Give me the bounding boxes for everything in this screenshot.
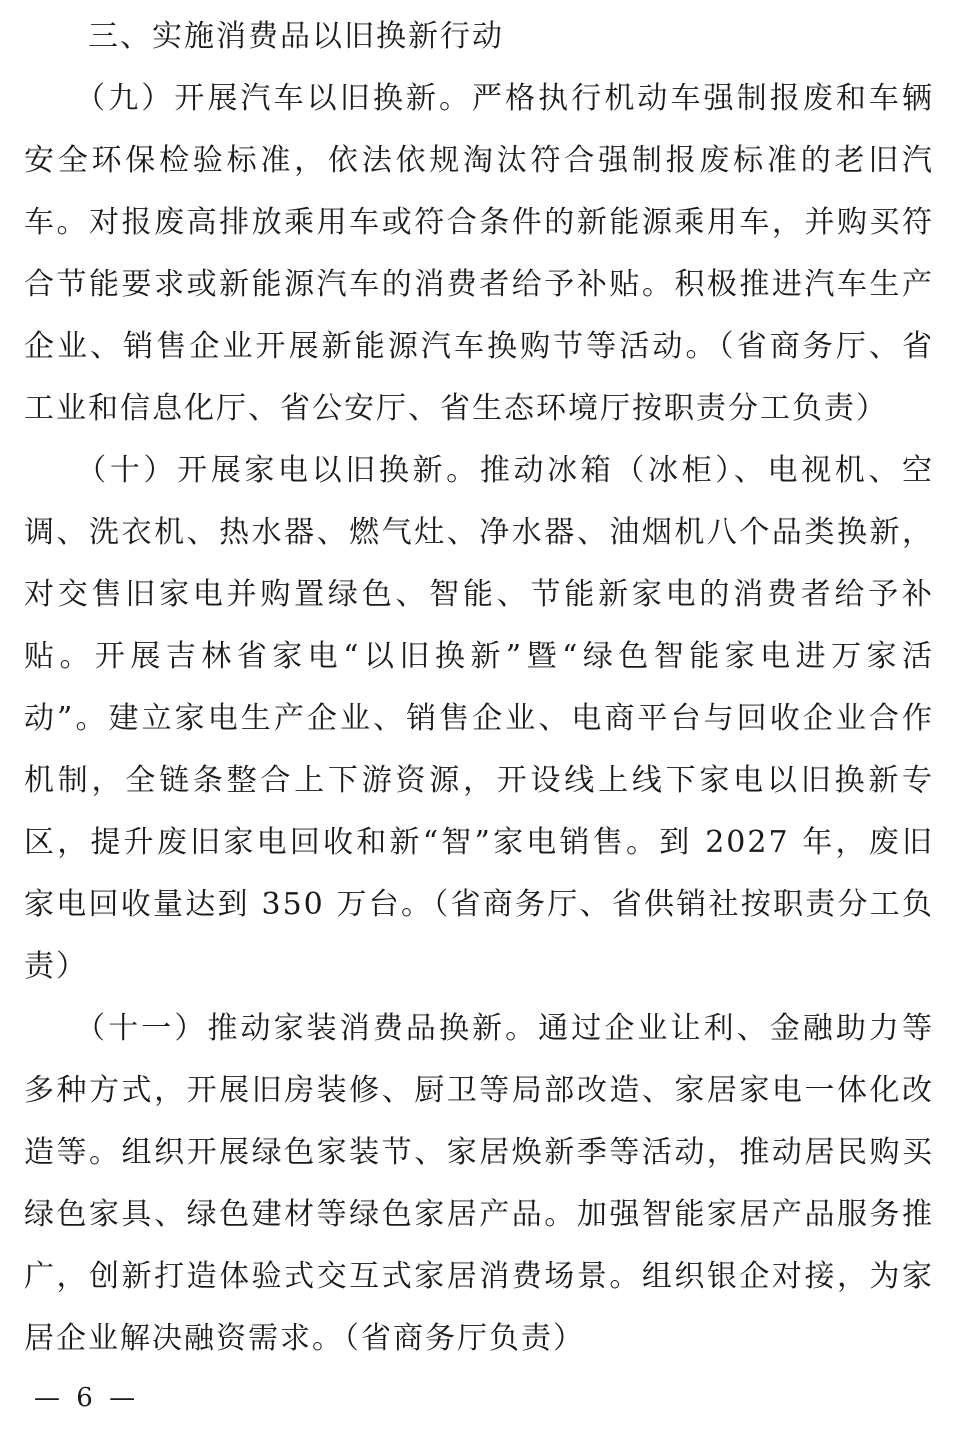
section-heading: 三、实施消费品以旧换新行动 [24, 19, 504, 54]
text-line: 合节能要求或新能源汽车的消费者给予补贴。积极推进汽车生产 [24, 267, 934, 302]
text-line: 企业、销售企业开展新能源汽车换购节等活动。（省商务厅、省 [24, 329, 934, 364]
text-line: 车。对报废高排放乘用车或符合条件的新能源乘用车，并购买符 [24, 205, 934, 240]
text-line: 机制，全链条整合上下游资源，开设线上线下家电以旧换新专 [24, 763, 934, 798]
text-line: 多种方式，开展旧房装修、厨卫等局部改造、家居家电一体化改 [24, 1073, 934, 1108]
text-line: （十一）推动家装消费品换新。通过企业让利、金融助力等 [24, 1011, 934, 1046]
text-line: 贴。开展吉林省家电“以旧换新”暨“绿色智能家电进万家活 [24, 639, 934, 674]
text-line: 安全环保检验标准，依法依规淘汰符合强制报废标准的老旧汽 [24, 143, 934, 178]
text-line: 调、洗衣机、热水器、燃气灶、净水器、油烟机八个品类换新， [24, 515, 934, 550]
text-line: 居企业解决融资需求。（省商务厅负责） [24, 1321, 585, 1356]
text-line: 动”。建立家电生产企业、销售企业、电商平台与回收企业合作 [24, 701, 934, 736]
text-line: 区，提升废旧家电回收和新“智”家电销售。到 2027 年，废旧 [24, 825, 934, 860]
text-line: 家电回收量达到 350 万台。（省商务厅、省供销社按职责分工负 [24, 887, 934, 922]
text-line: 对交售旧家电并购置绿色、智能、节能新家电的消费者给予补 [24, 577, 934, 612]
text-line: 广，创新打造体验式交互式家居消费场景。组织银企对接，为家 [24, 1259, 934, 1294]
page-number: — 6 — [34, 1383, 140, 1413]
text-line: 造等。组织开展绿色家装节、家居焕新季等活动，推动居民购买 [24, 1135, 934, 1170]
text-line: 工业和信息化厅、省公安厅、省生态环境厅按职责分工负责） [24, 391, 888, 426]
text-line: （九）开展汽车以旧换新。严格执行机动车强制报废和车辆 [24, 81, 934, 116]
text-line: 责） [24, 949, 88, 984]
text-line: 绿色家具、绿色建材等绿色家居产品。加强智能家居产品服务推 [24, 1197, 934, 1232]
text-line: （十）开展家电以旧换新。推动冰箱（冰柜）、电视机、空 [24, 453, 934, 488]
